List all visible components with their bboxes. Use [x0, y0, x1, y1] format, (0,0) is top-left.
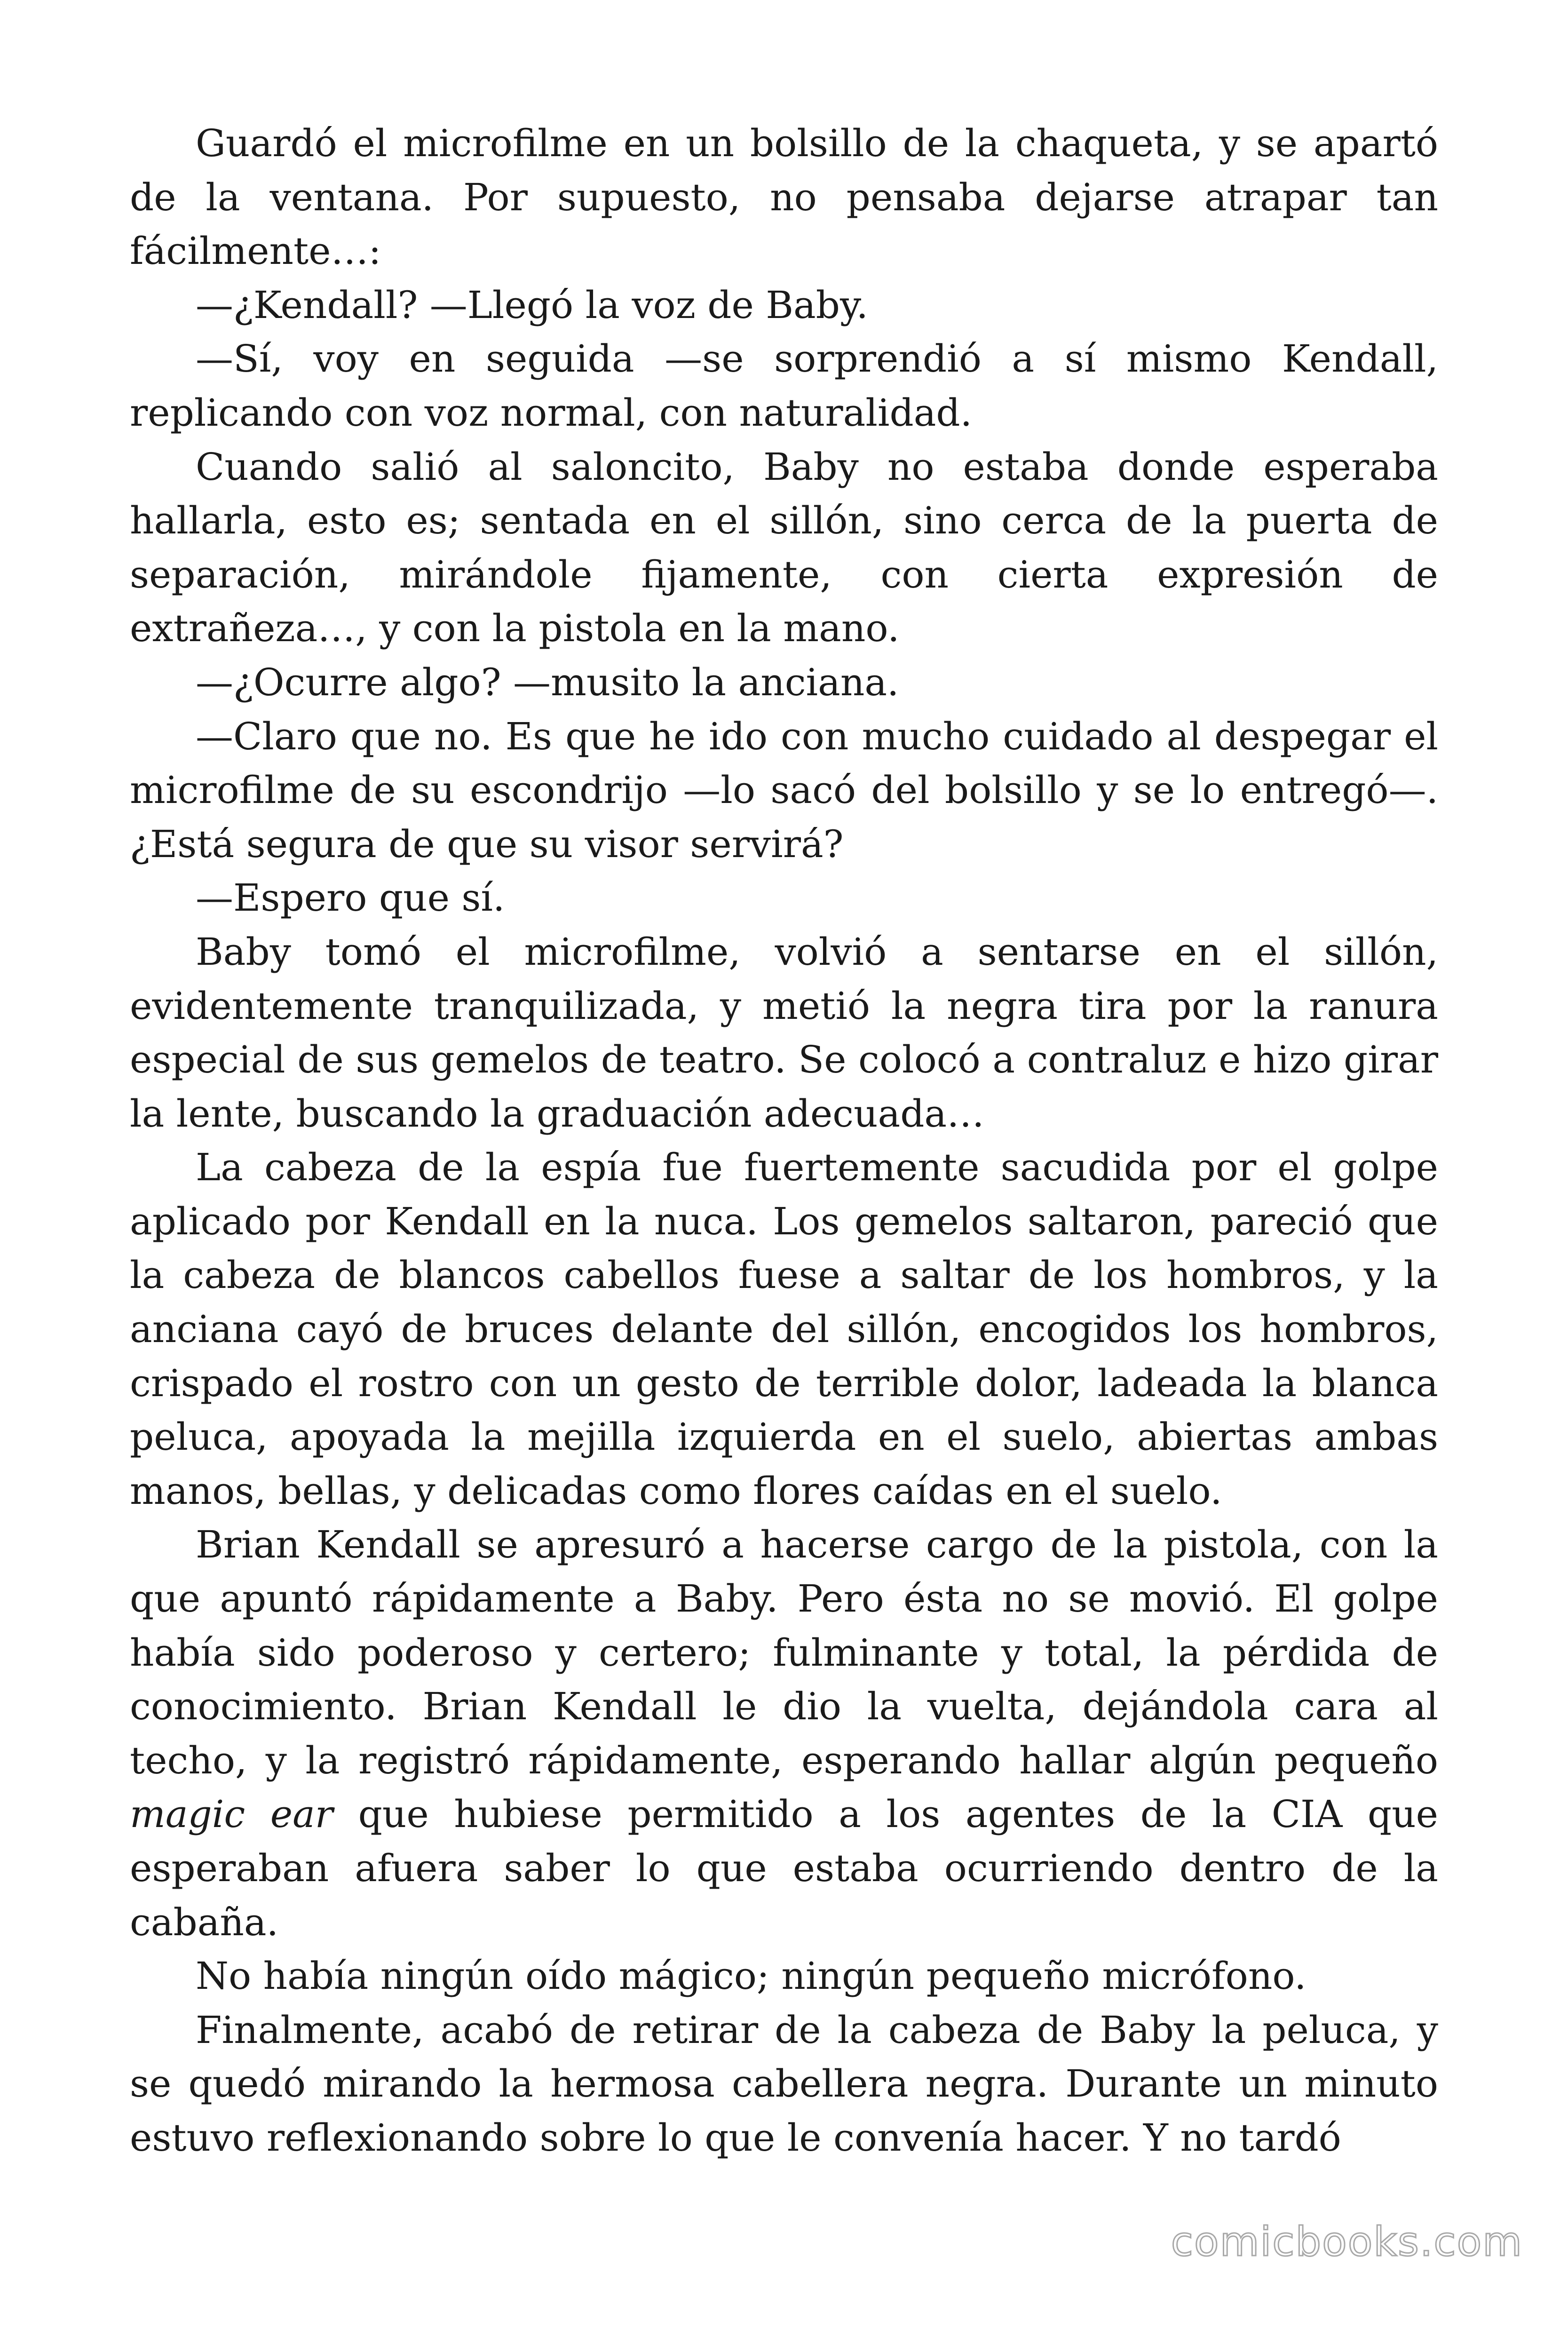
- page-text-body: [130, 117, 1438, 2165]
- paragraph: La cabeza de la espía fue fuertemente sacudida por el golpe aplicado por Kendall en la nuca. Los gemelos saltaron, pareció que la cabeza de blancos cabellos fuese a saltar de los hombros, y la anciana cayó de bruces delante del sillón, encogidos los hombros, crispado el rostro con un gesto de terrible dolor, ladeada la blanca peluca, apoyada la mejilla izquierda en el suelo, abiertas ambas manos, bellas, y delicadas como flores caídas en el suelo.: [130, 1145, 1438, 1513]
- paragraph: —¿Ocurre algo? —musito la anciana.: [196, 660, 899, 704]
- paragraph: No había ningún oído mágico; ningún pequeño micrófono.: [196, 1954, 1307, 1998]
- paragraph: Guardó el microfilme en un bolsillo de la chaqueta, y se apartó de la ventana. Por supuesto, no pensaba dejarse atrapar tan fácilmente…:: [130, 121, 1438, 273]
- paragraph: Finalmente, acabó de retirar de la cabeza de Baby la peluca, y se quedó mirando la hermosa cabellera negra. Durante un minuto estuvo reflexionando sobre lo que le convenía hacer. Y no tardó: [130, 2008, 1438, 2160]
- paragraph: Cuando salió al saloncito, Baby no estaba donde esperaba hallarla, esto es; sentada en el sillón, sino cerca de la puerta de separación, mirándole fijamente, con cierta expresión de extrañeza…, y con la pistola en la mano.: [130, 445, 1438, 651]
- paragraph: —Sí, voy en seguida —se sorprendió a sí mismo Kendall, replicando con voz normal, con naturalidad.: [130, 337, 1438, 435]
- paragraph: —¿Kendall? —Llegó la voz de Baby.: [196, 283, 868, 327]
- paragraph-with-italic: [130, 1518, 1438, 1949]
- paragraph-text-before-italic: Brian Kendall se apresuró a hacerse cargo de la pistola, con la que apuntó rápidamente a Baby. Pero ésta no se movió. El golpe había sido poderoso y certero; fulminante y total, la pérdida de conocimiento. Brian Kendall le dio la vuelta, dejándola cara al techo, y la registró rápidamente, esperando hallar algún pequeño: [130, 1523, 1438, 1782]
- paragraph: —Espero que sí.: [196, 876, 505, 920]
- paragraph: —Claro que no. Es que he ido con mucho cuidado al despegar el microfilme de su escondrijo —lo sacó del bolsillo y se lo entregó—. ¿Está segura de que su visor servirá?: [130, 714, 1438, 866]
- italic-phrase: magic ear: [130, 1792, 333, 1836]
- paragraph: Baby tomó el microfilme, volvió a sentarse en el sillón, evidentemente tranquilizada, y metió la negra tira por la ranura especial de sus gemelos de teatro. Se colocó a contraluz e hizo girar la lente, buscando la graduación adecuada…: [130, 930, 1438, 1136]
- paragraph-text-after-italic: que hubiese permitido a los agentes de la CIA que esperaban afuera saber lo que estaba ocurriendo dentro de la cabaña.: [130, 1792, 1438, 1944]
- site-watermark: comicbooks.com: [1171, 2218, 1523, 2265]
